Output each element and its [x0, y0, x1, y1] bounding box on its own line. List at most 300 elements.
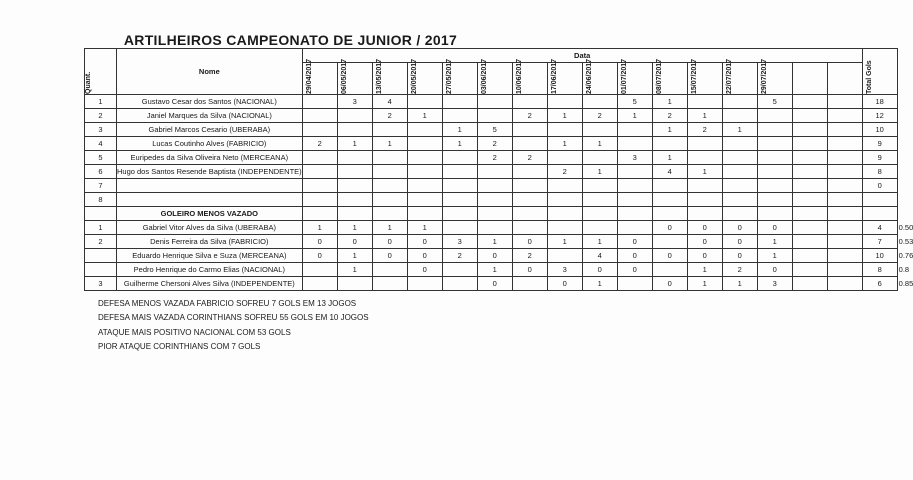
player-name: Gabriel Marcos Cesario (UBERABA) [117, 123, 303, 137]
goal-cell [827, 165, 862, 179]
goal-cell: 0 [617, 249, 652, 263]
goal-cell [792, 221, 827, 235]
goals-average: 0.76 [898, 251, 913, 260]
scorer-row [85, 95, 898, 109]
goal-cell [827, 179, 862, 193]
goal-cell: 3 [757, 277, 792, 291]
date-label: 10/06/2017 [515, 58, 523, 94]
goal-cell [547, 95, 582, 109]
scorer-row [85, 137, 898, 151]
goal-cell [302, 95, 337, 109]
row-number: 2 [85, 235, 117, 249]
goal-cell: 1 [337, 249, 372, 263]
total-cell: 10 [862, 123, 897, 137]
goal-cell: 1 [652, 151, 687, 165]
goal-cell [547, 193, 582, 207]
note-line: DEFESA MENOS VAZADA FABRICIO SOFREU 7 GOLS EM 13 JOGOS [98, 299, 357, 308]
goal-cell [687, 179, 722, 193]
goal-cell: 1 [652, 95, 687, 109]
goal-cell: 0 [652, 277, 687, 291]
date-header [757, 58, 792, 95]
total-cell: 10 [862, 249, 897, 263]
date-label: 24/06/2017 [585, 58, 593, 94]
total-cell [862, 207, 897, 221]
goal-cell: 2 [722, 263, 757, 277]
goal-cell [652, 137, 687, 151]
date-label: 01/07/2017 [620, 58, 628, 94]
goal-cell: 2 [442, 249, 477, 263]
goal-cell [337, 123, 372, 137]
goal-cell [512, 221, 547, 235]
scorer-row [85, 193, 898, 207]
goal-cell: 2 [547, 165, 582, 179]
goal-cell [617, 137, 652, 151]
date-label: 08/07/2017 [655, 58, 663, 94]
goal-cell [302, 207, 337, 221]
goal-cell: 0 [687, 249, 722, 263]
goal-cell [827, 277, 862, 291]
goal-cell [407, 193, 442, 207]
date-header [582, 58, 617, 95]
goal-cell [372, 123, 407, 137]
goal-cell [372, 165, 407, 179]
goal-cell: 0 [512, 235, 547, 249]
goal-cell [407, 151, 442, 165]
goal-cell [617, 165, 652, 179]
goal-cell [302, 123, 337, 137]
date-header [827, 63, 862, 95]
goal-cell [302, 179, 337, 193]
goal-cell [372, 263, 407, 277]
row-number [85, 207, 117, 221]
goal-cell [302, 165, 337, 179]
goal-cell: 0 [687, 221, 722, 235]
total-cell: 18 [862, 95, 897, 109]
goal-cell [652, 179, 687, 193]
goalkeeper-row [85, 277, 898, 291]
goal-cell [477, 165, 512, 179]
goal-cell [547, 249, 582, 263]
date-header [687, 58, 722, 95]
total-header [862, 49, 897, 95]
goal-cell: 0 [477, 277, 512, 291]
goal-cell [407, 179, 442, 193]
nome-header: Nome [117, 49, 303, 95]
date-header [617, 58, 652, 95]
goal-cell [722, 109, 757, 123]
date-label: 06/05/2017 [340, 58, 348, 94]
goal-cell [337, 193, 372, 207]
goal-cell [722, 137, 757, 151]
goal-cell: 1 [337, 263, 372, 277]
goal-cell [442, 165, 477, 179]
row-number: 5 [85, 151, 117, 165]
goal-cell [512, 193, 547, 207]
goal-cell [722, 95, 757, 109]
goal-cell [582, 221, 617, 235]
goal-cell [547, 123, 582, 137]
goal-cell [337, 109, 372, 123]
goal-cell: 1 [582, 137, 617, 151]
goal-cell: 2 [512, 151, 547, 165]
goal-cell: 2 [512, 109, 547, 123]
goal-cell: 1 [372, 221, 407, 235]
player-name: Guilherme Chersoni Alves Silva (INDEPENDENTE) [117, 277, 303, 291]
scorer-row [85, 165, 898, 179]
goal-cell [687, 193, 722, 207]
row-number [85, 249, 117, 263]
goal-cell [582, 179, 617, 193]
goal-cell: 0 [407, 235, 442, 249]
goal-cell: 1 [757, 249, 792, 263]
goal-cell [722, 193, 757, 207]
goal-cell [757, 179, 792, 193]
goal-cell [792, 137, 827, 151]
goalkeepers-title: GOLEIRO MENOS VAZADO [117, 207, 303, 221]
date-label: 29/04/2017 [305, 58, 313, 94]
goal-cell: 3 [442, 235, 477, 249]
goal-cell [407, 95, 442, 109]
goal-cell [302, 151, 337, 165]
goal-cell: 4 [582, 249, 617, 263]
goal-cell [477, 221, 512, 235]
goal-cell: 1 [407, 109, 442, 123]
goal-cell [582, 193, 617, 207]
goal-cell [337, 179, 372, 193]
total-cell: 9 [862, 151, 897, 165]
date-header [302, 58, 337, 95]
goal-cell [617, 179, 652, 193]
player-name: Euripedes da Silva Oliveira Neto (MERCEANA) [117, 151, 303, 165]
row-number: 2 [85, 109, 117, 123]
goal-cell: 0 [302, 235, 337, 249]
scorer-row [85, 109, 898, 123]
goal-cell [792, 277, 827, 291]
goal-cell: 1 [757, 235, 792, 249]
goal-cell [652, 193, 687, 207]
goal-cell: 2 [512, 249, 547, 263]
notes-block [98, 297, 369, 355]
goal-cell [372, 151, 407, 165]
goal-cell [512, 137, 547, 151]
goals-average: 0.53 [898, 237, 913, 246]
goal-cell [302, 263, 337, 277]
total-cell: 0 [862, 179, 897, 193]
total-cell: 7 [862, 235, 897, 249]
total-cell [862, 193, 897, 207]
goal-cell: 1 [407, 221, 442, 235]
note-line: ATAQUE MAIS POSITIVO NACIONAL COM 53 GOLS [98, 327, 291, 337]
scorer-row [85, 179, 898, 193]
goal-cell: 1 [372, 137, 407, 151]
goal-cell: 1 [687, 277, 722, 291]
goal-cell [617, 193, 652, 207]
goal-cell: 0 [722, 249, 757, 263]
row-number: 1 [85, 221, 117, 235]
goal-cell: 2 [477, 137, 512, 151]
goal-cell: 1 [722, 277, 757, 291]
goal-cell [652, 263, 687, 277]
player-name [117, 193, 303, 207]
note-line: DEFESA MAIS VAZADA CORINTHIANS SOFREU 55 GOLS EM 10 JOGOS [98, 313, 369, 323]
player-name: Gabriel Vitor Alves da Silva (UBERABA) [117, 221, 303, 235]
goal-cell: 2 [302, 137, 337, 151]
goal-cell [512, 123, 547, 137]
goal-cell: 3 [547, 263, 582, 277]
date-header [477, 58, 512, 95]
goal-cell: 1 [687, 263, 722, 277]
goal-cell [442, 263, 477, 277]
goal-cell [407, 207, 442, 221]
scorers-table [84, 48, 898, 291]
goal-cell: 0 [477, 249, 512, 263]
goal-cell [722, 165, 757, 179]
goals-average: 0.8 [898, 265, 910, 274]
total-label: Total Gols [865, 60, 873, 94]
goal-cell [792, 95, 827, 109]
goal-cell [547, 179, 582, 193]
goal-cell [582, 95, 617, 109]
date-header [722, 58, 757, 95]
goal-cell: 1 [477, 235, 512, 249]
goal-cell: 0 [722, 221, 757, 235]
goal-cell [512, 95, 547, 109]
scorer-row [85, 151, 898, 165]
goal-cell [792, 123, 827, 137]
goal-cell [827, 221, 862, 235]
row-number: 1 [85, 95, 117, 109]
goal-cell [582, 123, 617, 137]
total-cell: 6 [862, 277, 897, 291]
goal-cell [547, 151, 582, 165]
goal-cell [757, 151, 792, 165]
goal-cell [827, 151, 862, 165]
date-header [407, 58, 442, 95]
goal-cell [407, 277, 442, 291]
date-label: 29/07/2017 [760, 58, 768, 94]
player-name: Denis Ferreira da Silva (FABRICIO) [117, 235, 303, 249]
goal-cell [827, 95, 862, 109]
goal-cell [617, 207, 652, 221]
goal-cell [792, 249, 827, 263]
goal-cell: 5 [757, 95, 792, 109]
date-label: 20/05/2017 [410, 58, 418, 94]
total-cell: 4 [862, 221, 897, 235]
row-number [85, 263, 117, 277]
goal-cell [757, 207, 792, 221]
date-label: 13/05/2017 [375, 58, 383, 94]
goal-cell: 2 [652, 109, 687, 123]
goal-cell [407, 123, 442, 137]
goal-cell [792, 165, 827, 179]
goal-cell: 0 [757, 263, 792, 277]
goal-cell [407, 137, 442, 151]
goal-cell: 0 [617, 235, 652, 249]
goal-cell: 3 [337, 95, 372, 109]
goal-cell [442, 151, 477, 165]
goal-cell: 0 [582, 263, 617, 277]
goal-cell [792, 207, 827, 221]
goal-cell: 1 [547, 235, 582, 249]
row-number: 3 [85, 123, 117, 137]
row-number: 3 [85, 277, 117, 291]
goal-cell: 2 [372, 109, 407, 123]
goal-cell [827, 235, 862, 249]
goal-cell: 1 [687, 109, 722, 123]
goalkeeper-row [85, 221, 898, 235]
goal-cell: 1 [547, 137, 582, 151]
goal-cell [547, 221, 582, 235]
goal-cell: 1 [617, 109, 652, 123]
goal-cell [722, 179, 757, 193]
goal-cell: 5 [617, 95, 652, 109]
goal-cell [652, 235, 687, 249]
total-cell: 8 [862, 263, 897, 277]
goal-cell [617, 277, 652, 291]
goals-average: 0.50 [898, 223, 913, 232]
goal-cell [757, 109, 792, 123]
goal-cell [442, 109, 477, 123]
goal-cell [792, 263, 827, 277]
goal-cell [792, 193, 827, 207]
goal-cell: 1 [582, 235, 617, 249]
goal-cell [302, 193, 337, 207]
goal-cell [547, 207, 582, 221]
goal-cell: 5 [477, 123, 512, 137]
total-cell: 9 [862, 137, 897, 151]
date-header [512, 58, 547, 95]
quant-header [85, 49, 117, 95]
date-label: 22/07/2017 [725, 58, 733, 94]
goal-cell: 2 [582, 109, 617, 123]
goal-cell: 1 [442, 137, 477, 151]
data-header: Data [302, 49, 862, 63]
goal-cell: 0 [407, 249, 442, 263]
row-number: 6 [85, 165, 117, 179]
goal-cell: 1 [652, 123, 687, 137]
goal-cell: 1 [582, 165, 617, 179]
goal-cell [477, 95, 512, 109]
goal-cell: 0 [652, 221, 687, 235]
goal-cell [827, 137, 862, 151]
date-label: 03/06/2017 [480, 58, 488, 94]
goal-cell [827, 263, 862, 277]
goal-cell [827, 249, 862, 263]
date-label: 15/07/2017 [690, 58, 698, 94]
goal-cell [827, 109, 862, 123]
goal-cell [757, 193, 792, 207]
goal-cell: 1 [547, 109, 582, 123]
goal-cell [442, 277, 477, 291]
goal-cell [477, 109, 512, 123]
goal-cell: 3 [617, 151, 652, 165]
goal-cell [687, 95, 722, 109]
player-name: Lucas Coutinho Alves (FABRICIO) [117, 137, 303, 151]
goal-cell: 0 [337, 235, 372, 249]
goal-cell [407, 165, 442, 179]
goals-average: 0.85 [898, 279, 913, 288]
goal-cell [757, 137, 792, 151]
goal-cell [582, 207, 617, 221]
goal-cell: 1 [722, 123, 757, 137]
goalkeeper-row [85, 249, 898, 263]
date-header [547, 58, 582, 95]
goal-cell [512, 179, 547, 193]
scorer-row [85, 123, 898, 137]
goal-cell [617, 221, 652, 235]
goal-cell: 0 [372, 235, 407, 249]
date-header [442, 58, 477, 95]
note-line: PIOR ATAQUE CORINTHIANS COM 7 GOLS [98, 342, 261, 352]
goal-cell [442, 95, 477, 109]
goal-cell: 0 [652, 249, 687, 263]
goal-cell [687, 151, 722, 165]
total-cell: 8 [862, 165, 897, 179]
goal-cell [722, 151, 757, 165]
goal-cell [302, 277, 337, 291]
player-name [117, 179, 303, 193]
goal-cell [337, 151, 372, 165]
goal-cell [477, 179, 512, 193]
goal-cell [652, 207, 687, 221]
goal-cell: 0 [407, 263, 442, 277]
goal-cell [687, 137, 722, 151]
goal-cell [827, 193, 862, 207]
row-number: 7 [85, 179, 117, 193]
goal-cell [442, 221, 477, 235]
goal-cell [512, 165, 547, 179]
goal-cell [372, 179, 407, 193]
goal-cell: 1 [582, 277, 617, 291]
goal-cell [512, 277, 547, 291]
goal-cell [792, 151, 827, 165]
goal-cell [442, 207, 477, 221]
goalkeeper-row [85, 235, 898, 249]
goal-cell [337, 277, 372, 291]
goal-cell [337, 165, 372, 179]
row-number: 8 [85, 193, 117, 207]
total-cell: 12 [862, 109, 897, 123]
goal-cell: 0 [512, 263, 547, 277]
goal-cell [442, 193, 477, 207]
goal-cell [827, 123, 862, 137]
page-title: ARTILHEIROS CAMPEONATO DE JUNIOR / 2017 [123, 32, 458, 48]
goal-cell: 0 [302, 249, 337, 263]
goal-cell: 1 [442, 123, 477, 137]
goal-cell [792, 109, 827, 123]
goal-cell [372, 277, 407, 291]
goal-cell: 1 [687, 165, 722, 179]
player-name: Hugo dos Santos Resende Baptista (INDEPENDENTE) [117, 165, 303, 179]
goal-cell: 4 [372, 95, 407, 109]
goal-cell [442, 179, 477, 193]
player-name: Eduardo Henrique Silva e Suza (MERCEANA) [117, 249, 303, 263]
goal-cell [337, 207, 372, 221]
goal-cell [302, 109, 337, 123]
goal-cell: 2 [687, 123, 722, 137]
goal-cell: 0 [372, 249, 407, 263]
goal-cell [372, 207, 407, 221]
goal-cell [477, 193, 512, 207]
goal-cell: 0 [547, 277, 582, 291]
goal-cell: 0 [617, 263, 652, 277]
goal-cell [687, 207, 722, 221]
date-header [337, 58, 372, 95]
row-number: 4 [85, 137, 117, 151]
goal-cell: 1 [337, 137, 372, 151]
goal-cell: 1 [337, 221, 372, 235]
goal-cell: 0 [722, 235, 757, 249]
